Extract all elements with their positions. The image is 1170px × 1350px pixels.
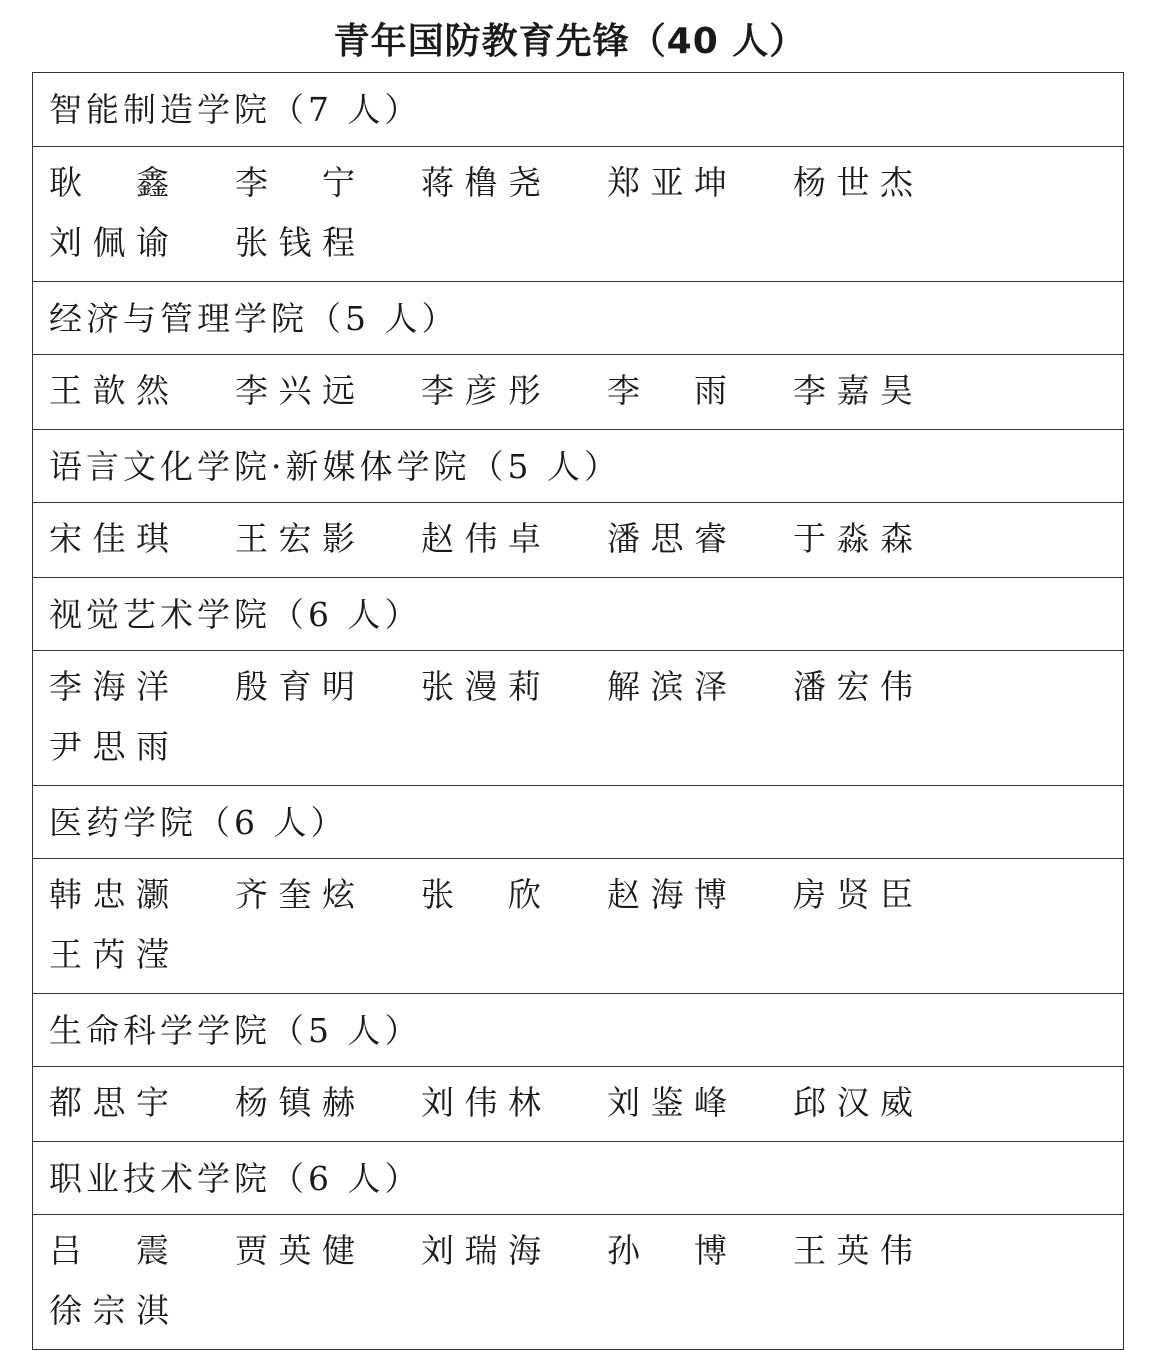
name-list	[33, 354, 1123, 429]
student-name-text: 吕 震	[49, 1231, 169, 1270]
student-name	[49, 213, 235, 273]
student-name	[235, 1073, 421, 1133]
student-name-text: 都 思 宇	[49, 1083, 169, 1122]
student-name-text: 李 宁	[235, 163, 355, 202]
honor-list-table	[32, 72, 1124, 1350]
student-name-text: 贾 英 健	[235, 1231, 355, 1270]
student-name-text: 李 海 洋	[49, 667, 169, 706]
student-name	[421, 1221, 607, 1281]
student-name-text: 蒋 橹 尧	[421, 163, 541, 202]
student-name	[235, 657, 421, 717]
student-name-text: 张 欣	[421, 875, 541, 914]
student-name	[793, 1073, 979, 1133]
name-list	[33, 1214, 1123, 1349]
student-name	[421, 153, 607, 213]
student-name-text: 齐 奎 炫	[235, 875, 355, 914]
student-name	[235, 509, 421, 569]
name-list	[33, 858, 1123, 993]
name-list	[33, 502, 1123, 577]
student-name-text: 赵 伟 卓	[421, 519, 541, 558]
student-name	[793, 153, 979, 213]
student-name-text: 耿 鑫	[49, 163, 169, 202]
student-name-text: 张 漫 莉	[421, 667, 541, 706]
student-name	[49, 361, 235, 421]
department-header: 视觉艺术学院（6 人）	[33, 577, 1123, 650]
student-name	[49, 1221, 235, 1281]
student-name	[421, 509, 607, 569]
student-name	[49, 1281, 235, 1341]
student-name	[607, 1073, 793, 1133]
student-name-text: 刘 佩 谕	[49, 223, 169, 262]
student-name	[793, 1221, 979, 1281]
student-name-text: 赵 海 博	[607, 875, 727, 914]
student-name	[607, 153, 793, 213]
student-name-text: 张 钱 程	[235, 223, 355, 262]
student-name-text: 于 淼 森	[793, 519, 913, 558]
student-name	[607, 865, 793, 925]
department-header: 生命科学学院（5 人）	[33, 993, 1123, 1066]
student-name	[607, 1221, 793, 1281]
student-name-text: 杨 镇 赫	[235, 1083, 355, 1122]
student-name	[235, 865, 421, 925]
student-name	[49, 865, 235, 925]
student-name	[49, 509, 235, 569]
student-name-text: 潘 宏 伟	[793, 667, 913, 706]
name-list	[33, 146, 1123, 281]
student-name	[421, 657, 607, 717]
student-name-text: 王 芮 滢	[49, 935, 169, 974]
student-name-text: 解 滨 泽	[607, 667, 727, 706]
student-name	[49, 717, 235, 777]
student-name-text: 刘 瑞 海	[421, 1231, 541, 1270]
name-list	[33, 1066, 1123, 1141]
student-name	[235, 361, 421, 421]
student-name-text: 宋 佳 琪	[49, 519, 169, 558]
student-name	[421, 361, 607, 421]
student-name-text: 殷 育 明	[235, 667, 355, 706]
department-header: 经济与管理学院（5 人）	[33, 281, 1123, 354]
student-name-text: 韩 忠 灏	[49, 875, 169, 914]
student-name-text: 李 彦 彤	[421, 371, 541, 410]
student-name-text: 邱 汉 威	[793, 1083, 913, 1122]
student-name-text: 李 嘉 昊	[793, 371, 913, 410]
page-title: 青年国防教育先锋（40 人）	[333, 21, 807, 62]
student-name	[49, 153, 235, 213]
student-name	[607, 657, 793, 717]
department-header: 语言文化学院·新媒体学院（5 人）	[33, 429, 1123, 502]
department-header: 医药学院（6 人）	[33, 785, 1123, 858]
student-name-text: 尹 思 雨	[49, 727, 169, 766]
student-name	[793, 361, 979, 421]
student-name-text: 潘 思 睿	[607, 519, 727, 558]
student-name-text: 刘 伟 林	[421, 1083, 541, 1122]
student-name-text: 李 雨	[607, 371, 727, 410]
student-name-text: 刘 鉴 峰	[607, 1083, 727, 1122]
student-name	[793, 865, 979, 925]
student-name-text: 徐 宗 淇	[49, 1291, 169, 1330]
student-name	[421, 1073, 607, 1133]
student-name-text: 孙 博	[607, 1231, 727, 1270]
student-name-text: 李 兴 远	[235, 371, 355, 410]
student-name-text: 杨 世 杰	[793, 163, 913, 202]
student-name	[235, 153, 421, 213]
student-name-text: 郑 亚 坤	[607, 163, 727, 202]
student-name	[235, 1221, 421, 1281]
student-name-text: 房 贤 臣	[793, 875, 913, 914]
department-header: 职业技术学院（6 人）	[33, 1141, 1123, 1214]
name-list	[33, 650, 1123, 785]
student-name-text: 王 英 伟	[793, 1231, 913, 1270]
student-name	[235, 213, 421, 273]
department-header: 智能制造学院（7 人）	[49, 90, 422, 129]
student-name	[49, 925, 235, 985]
student-name	[607, 509, 793, 569]
student-name	[421, 865, 607, 925]
student-name	[793, 509, 979, 569]
student-name	[49, 1073, 235, 1133]
student-name	[607, 361, 793, 421]
student-name-text: 王 宏 影	[235, 519, 355, 558]
student-name	[49, 657, 235, 717]
student-name	[793, 657, 979, 717]
student-name-text: 王 歆 然	[49, 371, 169, 410]
